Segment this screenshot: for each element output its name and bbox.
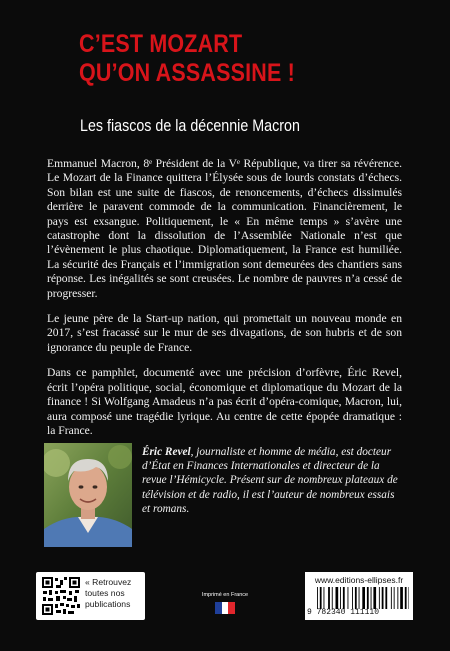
qr-text: Retrouvez toutes nos publications [85, 577, 132, 609]
summary-paragraph-3: Dans ce pamphlet, documenté avec une précision d’orfèvre, Éric Revel, écrit l’opéra politique, social, économique et diplomatique du Mozart de la finance ! Si Wolfgang Amadeus n’a pas écrit d’opéra-comique, Macron, lui, aura composé une tragédie lyrique. Au centre de cette épopée dramatique : la France. [47, 366, 402, 437]
printed-in-label: Imprimé en France [201, 592, 249, 598]
summary-paragraph-2: Le jeune père de la Start-up nation, qui promettait un nouveau monde en 2017, s’est fracassé sur le mur de ses divagations, de son hubris et de son ignorance du peuple de France. [47, 312, 402, 354]
title-line-1: C’EST MOZART [79, 30, 243, 58]
title-line-2: QU’ON ASSASSINE ! [79, 59, 295, 87]
book-subtitle: Les fiascos de la décennie Macron [80, 116, 300, 135]
qr-publications-box[interactable] [36, 572, 145, 620]
book-title [79, 30, 354, 88]
back-cover-summary [47, 157, 402, 449]
author-portrait-icon [44, 443, 132, 547]
double-chevron-left-icon: « [85, 577, 90, 587]
website-link[interactable]: www.editions-ellipses.fr [314, 575, 404, 585]
summary-paragraph-1: Emmanuel Macron, 8ᵉ Président de la Vᵉ République, va tirer sa révérence. Le Mozart de la Finance quittera l’Élysée sous de lourds constats d’échecs. Son bilan est une suite de fiascos, de renoncements, d’échecs dissimulés derrière le paravent commode de la communication. Financièrement, le pays est exsangue. Politiquement, le « En même temps » s’avère une catastrophe dont la dissolution de l’Assemblée Nationale n’est que l’évènement le plus chaotique. Diplomatiquement, la France est humiliée. La sécurité des Français et l’immigration sont demeurées des chantiers sans réponse. Les inégalités se sont creusées. Le nombre de pauvres n’a cessé de progresser. [47, 157, 402, 300]
author-photo [44, 443, 132, 547]
printed-in-france [193, 592, 257, 614]
author-name: Éric Revel [142, 446, 191, 458]
barcode-icon [317, 587, 409, 609]
author-bio-text: , journaliste et homme de média, est docteur d’État en Finances Internationales et directeur de la revue l’Hémicycle. Présent sur de nombreux plateaux de télévision et de radio, il est l’auteur de nombreux essais et romans. [142, 446, 398, 515]
qr-label [85, 577, 143, 610]
isbn-number: 9 782340 111110 [307, 608, 380, 617]
author-bio [142, 445, 400, 516]
barcode-box [305, 572, 413, 620]
french-flag-icon [215, 602, 235, 614]
qr-code-icon [41, 576, 81, 616]
